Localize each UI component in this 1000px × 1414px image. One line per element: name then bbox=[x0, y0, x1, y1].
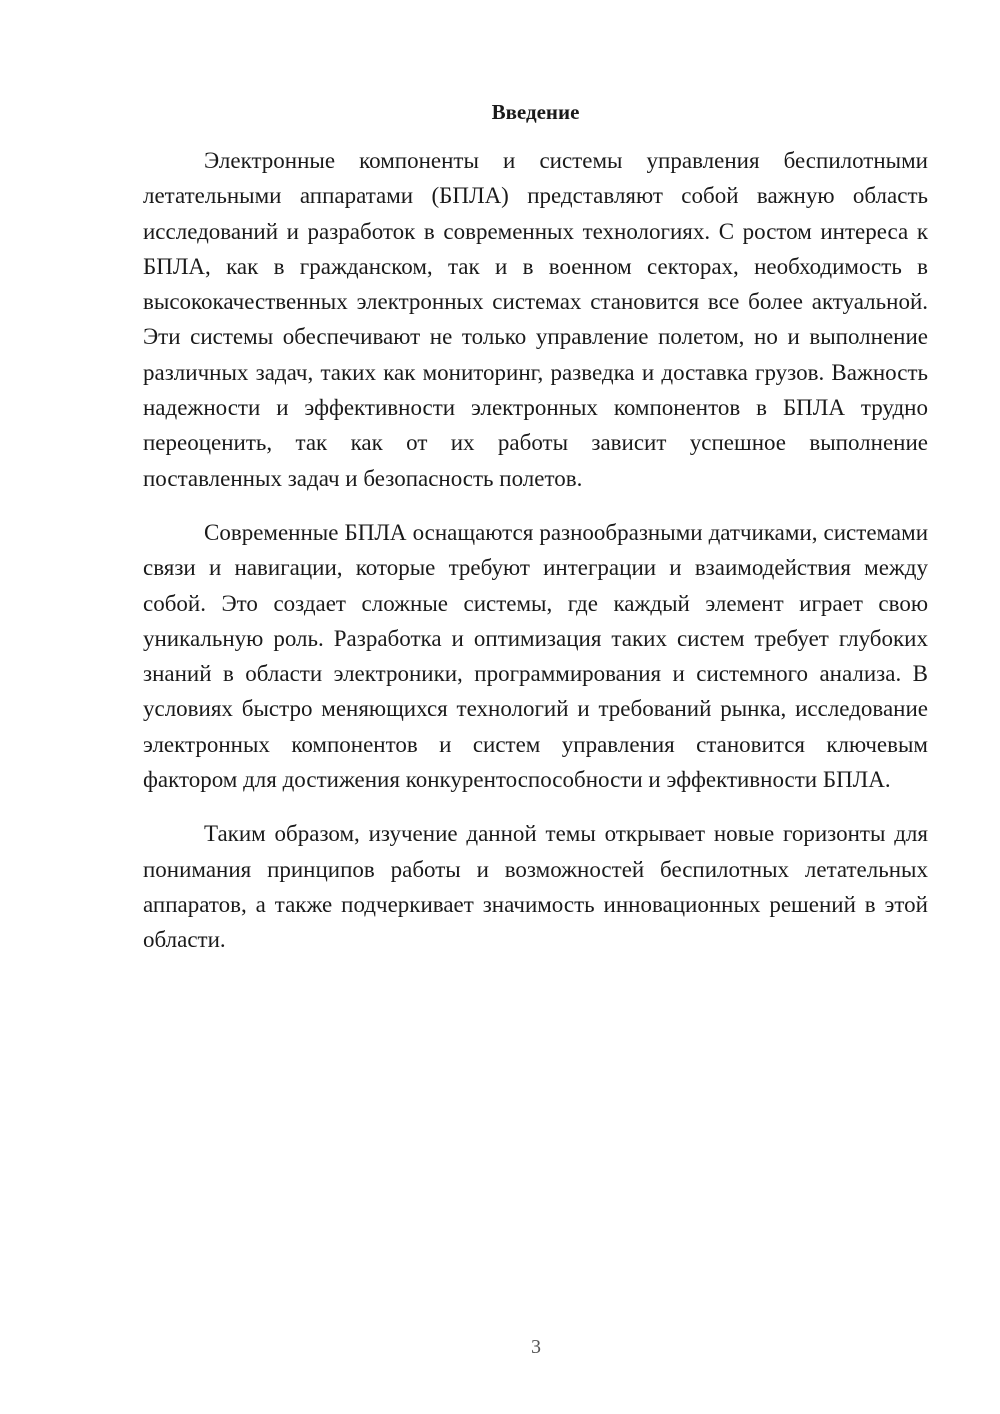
paragraph-2: Современные БПЛА оснащаются разнообразными датчиками, системами связи и навигации, которые требуют интеграции и взаимодействия между собой. Это создает сложные системы, где каждый элемент играет свою уникальную роль. Разработка и оптимизация таких систем требует глубоких знаний в области электроники, программирования и системного анализа. В условиях быстро меняющихся технологий и требований рынка, исследование электронных компонентов и систем управления становится ключевым фактором для достижения конкурентоспособности и эффективности БПЛА. bbox=[143, 519, 928, 793]
paragraph-3: Таким образом, изучение данной темы открывает новые горизонты для понимания принципов работы и возможностей беспилотных летательных аппаратов, а также подчеркивает значимость инновационных решений в этой области. bbox=[143, 821, 928, 953]
paragraph-1: Электронные компоненты и системы управления беспилотными летательными аппаратами (БПЛА) представляют собой важную область исследований и разработок в современных технологиях. С ростом интереса к БПЛА, как в гражданском, так и в военном секторах, необходимость в высококачественных электронных системах становится все более актуальной. Эти системы обеспечивают не только управление полетом, но и выполнение различных задач, таких как мониторинг, разведка и доставка грузов. Важность надежности и эффективности электронных компонентов в БПЛА трудно переоценить, так как от их работы зависит успешное выполнение поставленных задач и безопасность полетов. bbox=[143, 148, 928, 491]
body-text bbox=[143, 143, 928, 958]
section-heading: Введение bbox=[491, 100, 580, 124]
page-number: 3 bbox=[531, 1336, 541, 1358]
